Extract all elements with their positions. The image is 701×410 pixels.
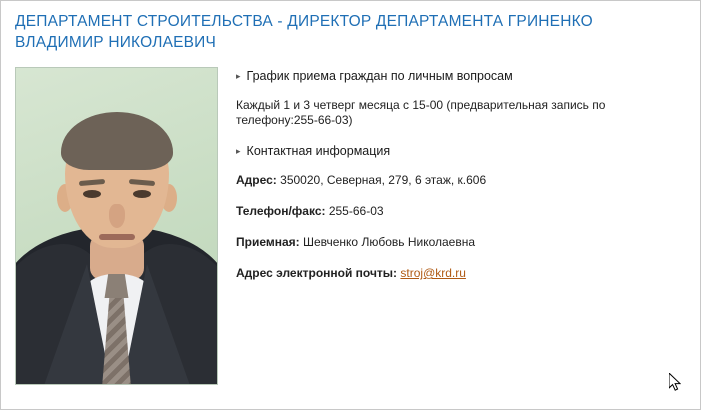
portrait-image [16, 68, 217, 384]
reception-schedule-heading-label: График приема граждан по личным вопросам [246, 69, 513, 83]
contact-address-label: Адрес: [236, 173, 277, 187]
contact-info-heading-label: Контактная информация [246, 144, 391, 158]
contact-reception [236, 235, 686, 250]
contact-reception-value: Шевченко Любовь Николаевна [299, 235, 476, 249]
eye-right-shape [133, 190, 151, 198]
bullet-arrow-icon: ▸ [236, 71, 241, 81]
contact-address-value: 350020, Северная, 279, 6 этаж, к.606 [276, 173, 487, 187]
nose-shape [109, 204, 125, 228]
reception-schedule-heading [236, 69, 686, 84]
lapel-left-shape [41, 264, 113, 385]
content-area [1, 53, 700, 385]
hair-shape [61, 112, 173, 170]
bullet-arrow-icon: ▸ [236, 146, 241, 156]
contact-phone [236, 204, 686, 219]
page-title: ДЕПАРТАМЕНТ СТРОИТЕЛЬСТВА - ДИРЕКТОР ДЕПАРТАМЕНТА ГРИНЕНКО ВЛАДИМИР НИКОЛАЕВИЧ [15, 13, 593, 51]
info-column [218, 67, 686, 385]
mouse-cursor-icon [669, 373, 681, 392]
contact-reception-label: Приемная: [236, 235, 300, 249]
contact-email [236, 266, 686, 281]
contact-info-heading [236, 144, 686, 159]
contact-phone-label: Телефон/факс: [236, 204, 326, 218]
email-link[interactable]: stroj@krd.ru [400, 266, 466, 280]
contact-email-label: Адрес электронной почты: [236, 266, 398, 280]
lapel-right-shape [121, 264, 193, 385]
portrait-photo [15, 67, 218, 385]
contact-address [236, 173, 686, 188]
reception-schedule-text: Каждый 1 и 3 четверг месяца с 15-00 (предварительная запись по телефону:255-66-03) [236, 98, 606, 127]
eye-left-shape [83, 190, 101, 198]
contact-phone-value: 255-66-03 [325, 204, 384, 218]
mouth-shape [99, 234, 135, 240]
